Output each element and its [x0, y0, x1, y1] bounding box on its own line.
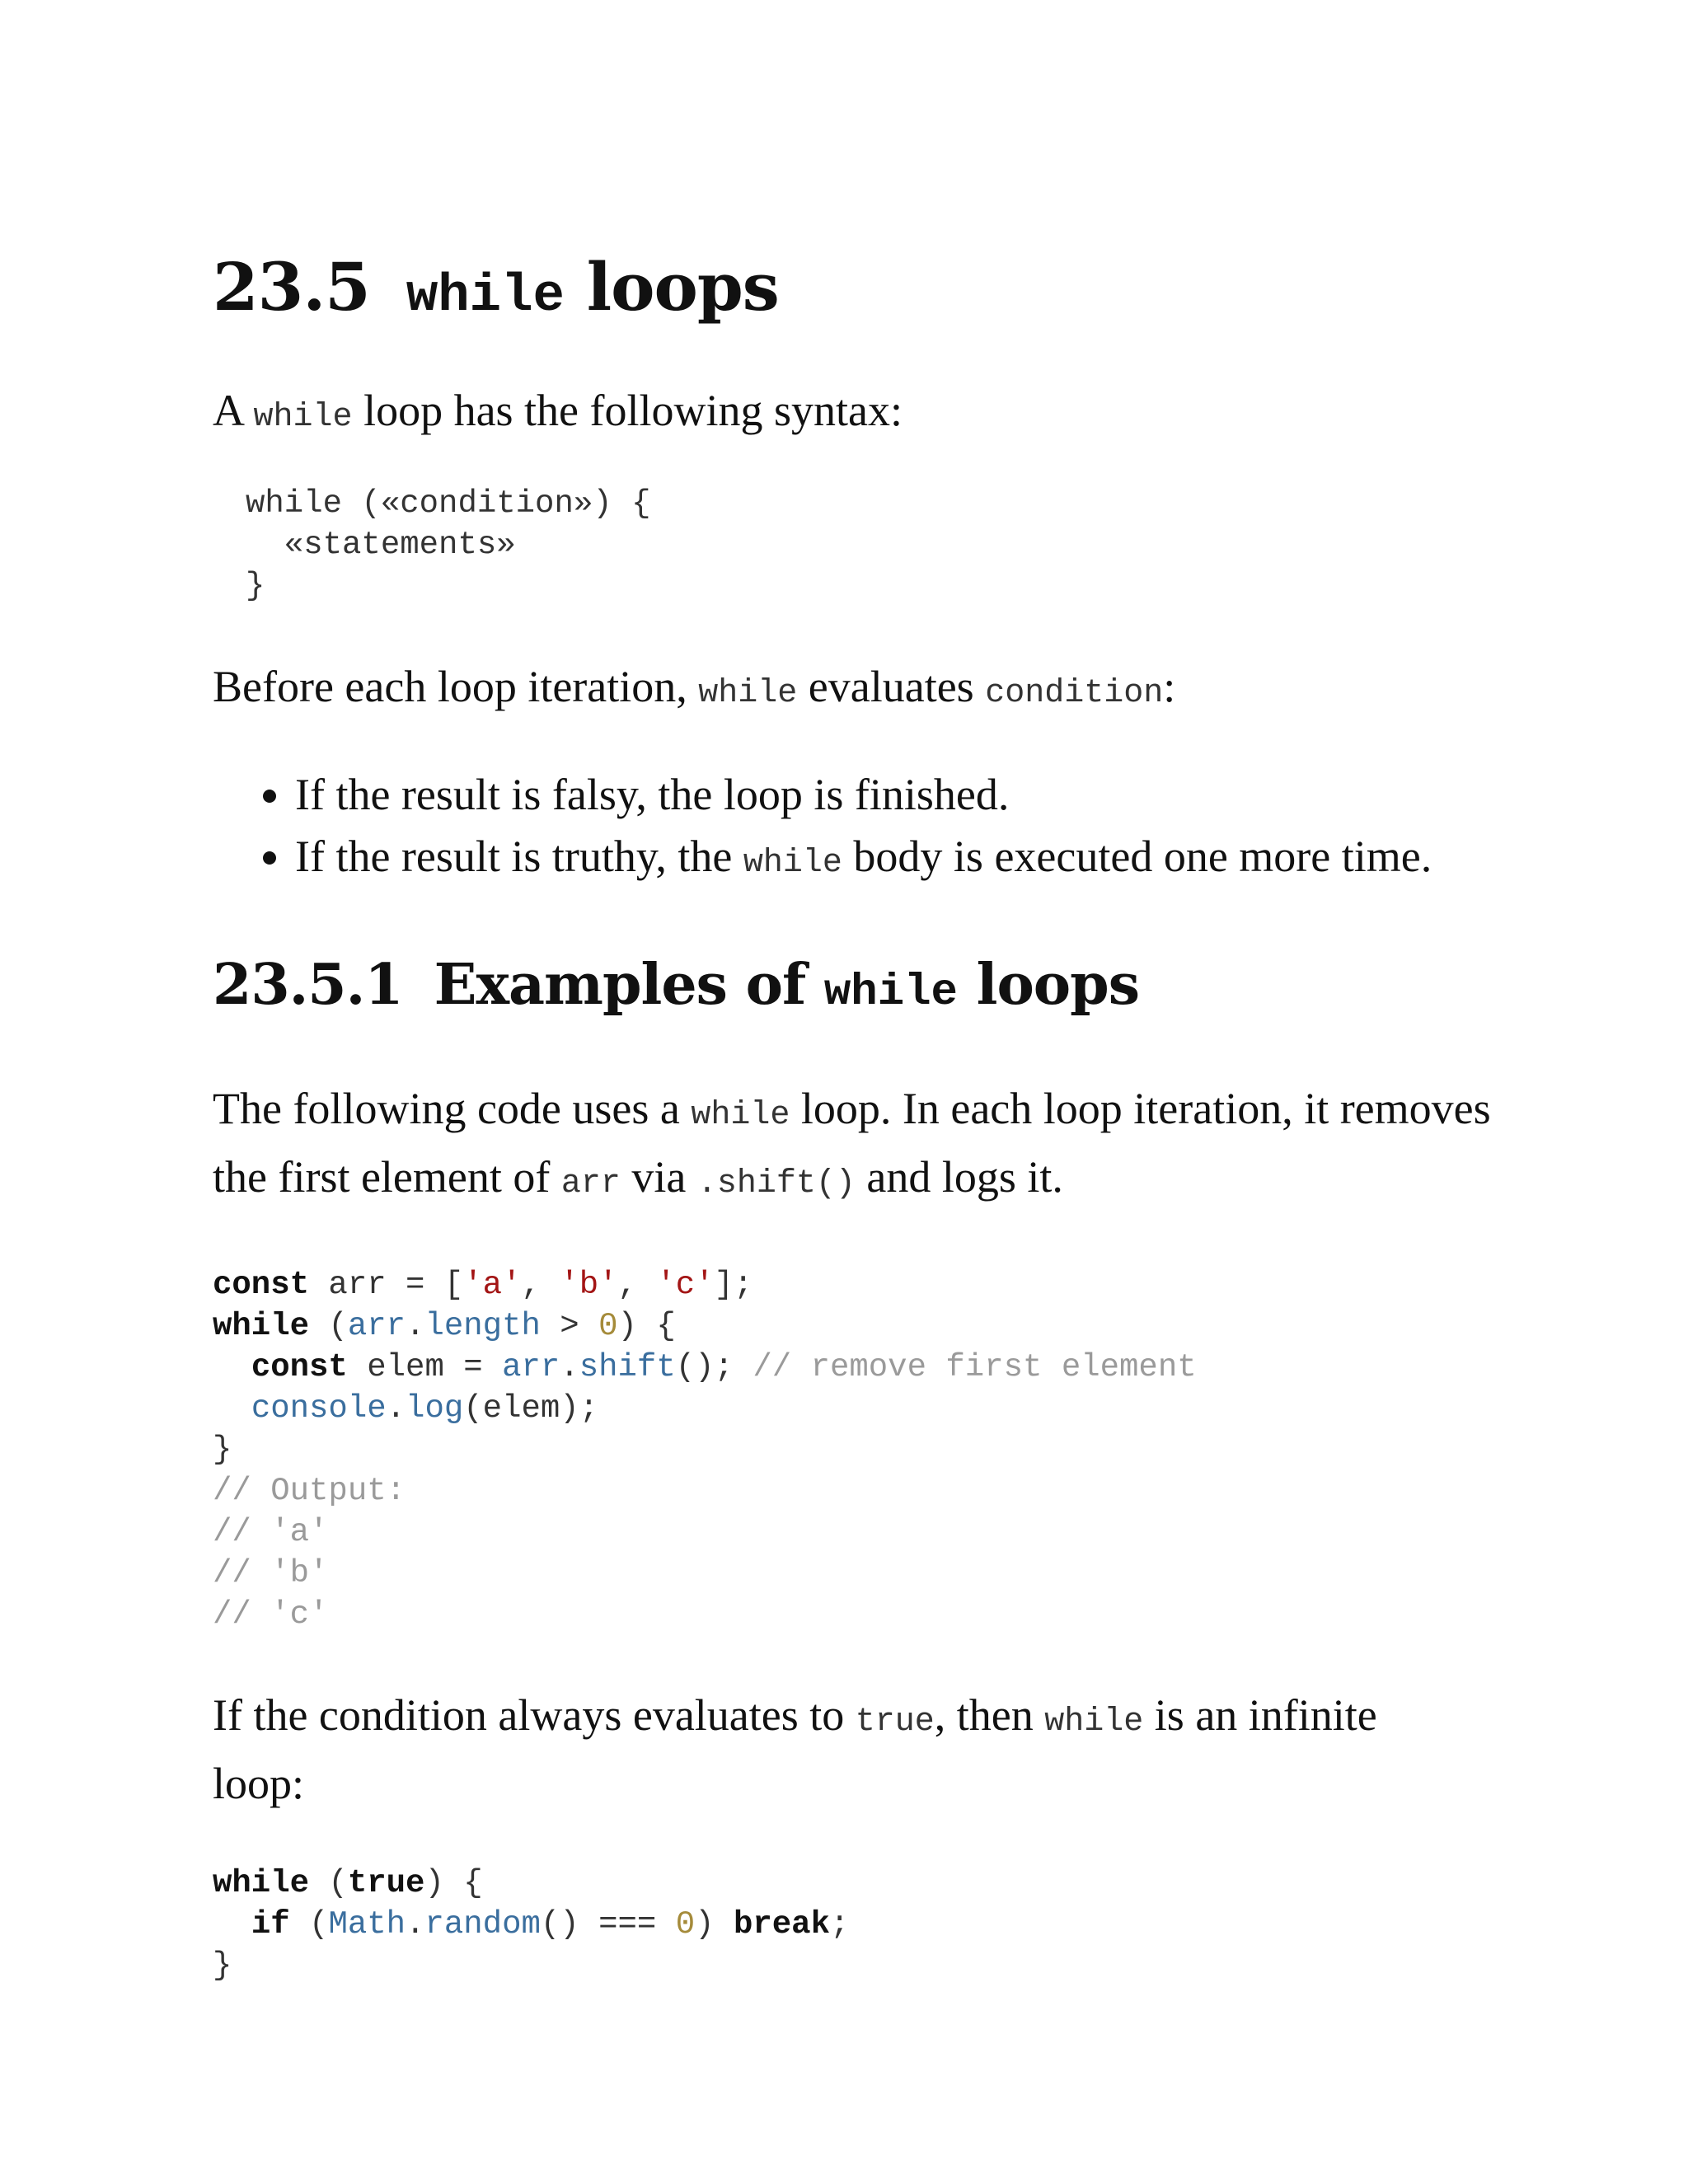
code-text: ; [829, 1905, 850, 1943]
example-code-while: while [691, 1096, 790, 1134]
code-text: ( [289, 1905, 329, 1943]
code-identifier: arr [502, 1348, 560, 1385]
code-indent [213, 1390, 251, 1427]
code-string: 'b' [560, 1266, 618, 1303]
bullet-code: while [743, 844, 842, 882]
code-number: 0 [675, 1905, 696, 1943]
syntax-line: while («condition») { [246, 485, 651, 522]
subsection-title-code: while [823, 967, 958, 1018]
section-title-text: loops [586, 248, 779, 326]
section-heading [213, 247, 1498, 329]
code-comment: // Output: [213, 1472, 406, 1509]
code-text: . [560, 1348, 579, 1385]
code-text: , [617, 1266, 657, 1303]
subsection-title-before: Examples of [434, 951, 806, 1018]
code-keyword: if [251, 1905, 290, 1943]
code-comment: // remove first element [753, 1348, 1197, 1385]
code-keyword: break [733, 1905, 830, 1943]
code-keyword: while [213, 1307, 310, 1344]
eval-text-before: Before each loop iteration, [213, 661, 687, 711]
infinite-text: , then [934, 1690, 1034, 1740]
bullet-text: If the result is falsy, the loop is finished. [295, 769, 1010, 819]
evaluation-paragraph [213, 656, 1498, 724]
infinite-code-while: while [1044, 1703, 1144, 1741]
example-text: The following code uses a [213, 1083, 680, 1133]
code-text: > [540, 1307, 599, 1344]
code-property: shift [579, 1348, 676, 1385]
code-text: . [406, 1307, 425, 1344]
intro-text-before: A [213, 385, 243, 435]
code-text: () === [540, 1905, 676, 1943]
example-text: via [631, 1151, 687, 1202]
code-text: ]; [714, 1266, 753, 1303]
code-number: 0 [598, 1307, 618, 1344]
list-item [295, 826, 1498, 894]
code-property: log [406, 1390, 464, 1427]
syntax-code-block [246, 483, 1498, 607]
subsection-heading [213, 952, 1498, 1020]
document-page [213, 247, 1498, 1986]
code-text: elem = [347, 1348, 503, 1385]
code-text: ) { [617, 1307, 676, 1344]
code-keyword: true [347, 1864, 425, 1901]
syntax-line: «statements» [246, 526, 516, 563]
infinite-code-block [213, 1863, 1498, 1986]
example-text: loop. In each loop iteration, it removes the first element of [213, 1083, 1491, 1202]
code-identifier: Math [328, 1905, 406, 1943]
code-keyword: while [213, 1864, 310, 1901]
infinite-loop-paragraph [213, 1685, 1449, 1815]
code-text: (); [675, 1348, 753, 1385]
code-indent [213, 1906, 251, 1943]
example-text: and logs it. [866, 1151, 1063, 1202]
subsection-title-after: loops [976, 951, 1139, 1018]
code-text: . [386, 1390, 406, 1427]
code-text: (elem); [463, 1390, 599, 1427]
code-comment: // 'a' [213, 1513, 329, 1550]
code-comment: // 'b' [213, 1554, 329, 1591]
code-keyword: const [251, 1348, 348, 1385]
code-identifier: arr [347, 1307, 406, 1344]
code-text: ( [309, 1307, 348, 1344]
list-item [295, 764, 1498, 826]
syntax-line: } [246, 567, 265, 604]
intro-text-after: loop has the following syntax: [363, 385, 903, 435]
eval-text-after: : [1163, 661, 1176, 711]
code-comment: // 'c' [213, 1596, 329, 1633]
example-code-arr: arr [560, 1165, 621, 1202]
bullet-text-after: body is executed one more time. [853, 831, 1432, 881]
code-text: . [406, 1905, 425, 1943]
code-text: , [521, 1266, 560, 1303]
code-string: 'a' [463, 1266, 522, 1303]
eval-code-condition: condition [985, 674, 1164, 712]
section-number: 23.5 [213, 248, 370, 326]
code-string: 'c' [656, 1266, 715, 1303]
code-text: arr = [ [309, 1266, 464, 1303]
result-bullet-list [213, 764, 1498, 894]
code-keyword: const [213, 1266, 310, 1303]
infinite-text: is an infinite loop: [213, 1690, 1377, 1808]
code-text: } [213, 1431, 232, 1468]
eval-code-while: while [698, 674, 798, 712]
infinite-text: If the condition always evaluates to [213, 1690, 845, 1740]
code-property: random [424, 1905, 541, 1943]
code-indent [213, 1349, 251, 1385]
section-title-code: while [406, 267, 565, 326]
code-text: ) { [424, 1864, 483, 1901]
bullet-text-before: If the result is truthy, the [295, 831, 733, 881]
example-code-block [213, 1264, 1498, 1635]
code-property: length [424, 1307, 541, 1344]
code-text: } [213, 1947, 232, 1984]
infinite-code-true: true [855, 1703, 935, 1741]
code-identifier: console [251, 1390, 387, 1427]
intro-paragraph [213, 380, 1498, 448]
subsection-number: 23.5.1 [213, 951, 403, 1018]
example-code-shift: .shift() [696, 1165, 856, 1202]
intro-code: while [253, 398, 353, 436]
code-text: ( [309, 1864, 348, 1901]
example-paragraph [213, 1078, 1498, 1215]
eval-text-middle: evaluates [808, 661, 974, 711]
code-text: ) [695, 1905, 734, 1943]
